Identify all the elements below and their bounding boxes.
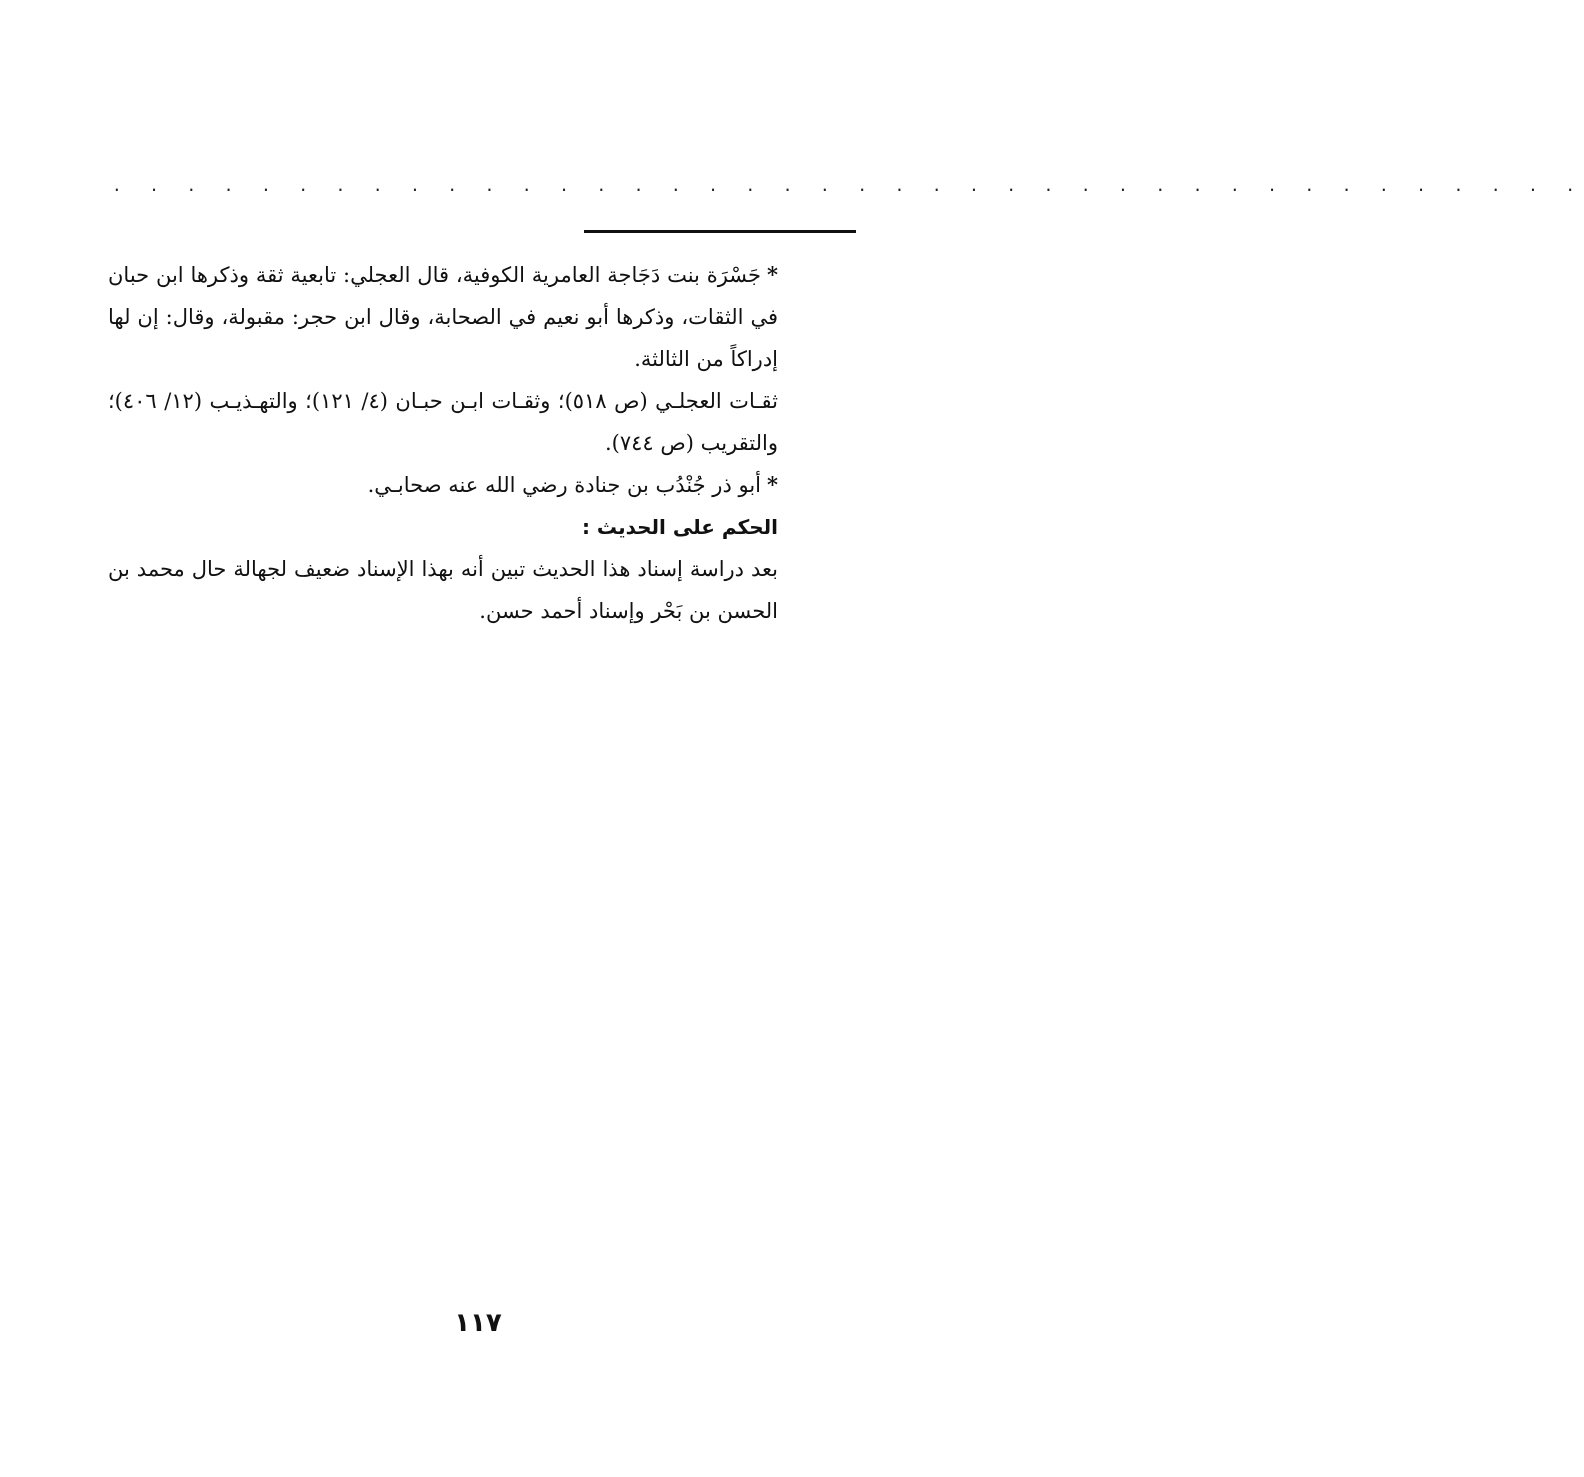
ruling-text: بعد دراسة إسناد هذا الحديث تبين أنه بهذا الإسناد ضعيف لجهالة حال محمد بن الحسن بن بَحْر وإسناد أحمد حسن. <box>108 557 778 623</box>
dotted-separator: . . . . . . . . . . . . . . . . . . . . . . . . . . . . . . . . . . . . . . . . <box>112 176 1584 195</box>
footnote-abu-dharr <box>108 464 778 506</box>
ruling-heading: الحكم على الحديث : <box>581 515 778 539</box>
footnote-references-text: ثقـات العجلـي (ص ٥١٨)؛ وثقـات ابـن حبـان (٤/ ١٢١)؛ والتهـذيـب (١٢/ ٤٠٦)؛ والتقريب (ص ٧٤٤). <box>108 389 778 455</box>
footnote-jasra-text: جَسْرَة بنت دَجَاجة العامرية الكوفية، قال العجلي: تابعية ثقة وذكرها ابن حبان في الثقات، وذكرها أبو نعيم في الصحابة، وقال ابن حجر: مقبولة، وقال: إن لها إدراكاً من الثالثة. <box>108 263 778 371</box>
asterisk-marker: * <box>767 472 778 497</box>
footnote-text-block <box>108 254 778 632</box>
footnote-rule <box>584 230 856 233</box>
footnote-abu-dharr-text: أبو ذر جُنْدُب بن جنادة رضي الله عنه صحابـي. <box>367 473 762 497</box>
footnote-references <box>108 380 778 464</box>
page-number: ١١٧ <box>454 1308 502 1338</box>
asterisk-marker: * <box>767 262 778 287</box>
footnote-jasra <box>108 254 778 380</box>
